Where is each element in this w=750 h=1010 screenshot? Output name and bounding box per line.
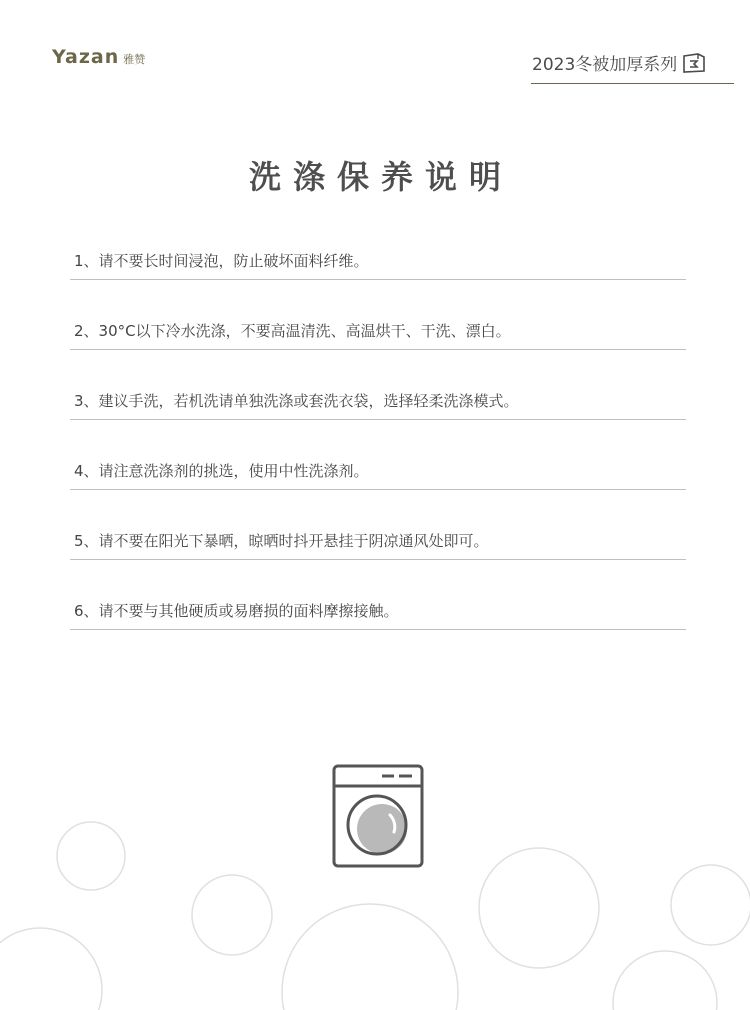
care-item: 3、建议手洗，若机洗请单独洗涤或套洗衣袋，选择轻柔洗涤模式。 bbox=[70, 350, 686, 420]
brand-logo bbox=[52, 46, 145, 68]
bubble-outline bbox=[192, 875, 272, 955]
care-item: 5、请不要在阳光下暴晒，晾晒时抖开悬挂于阴凉通风处即可。 bbox=[70, 490, 686, 560]
box-logo-icon bbox=[681, 51, 707, 75]
care-list bbox=[70, 236, 686, 630]
page-title: 洗涤保养说明 bbox=[248, 158, 513, 196]
brand-logo-latin: Yazan bbox=[52, 46, 120, 68]
bubble-outline bbox=[282, 904, 458, 1010]
brand-logo-cn: 雅赞 bbox=[123, 53, 146, 66]
bubble-outline bbox=[0, 928, 102, 1010]
care-item: 2、30°C以下冷水洗涤，不要高温清洗、高温烘干、干洗、漂白。 bbox=[70, 280, 686, 350]
bubble-outline bbox=[613, 951, 717, 1010]
care-item: 6、请不要与其他硬质或易磨损的面料摩擦接触。 bbox=[70, 560, 686, 630]
series-label bbox=[531, 42, 734, 84]
bubble-outline bbox=[479, 848, 599, 968]
care-item: 1、请不要长时间浸泡，防止破坏面料纤维。 bbox=[70, 236, 686, 280]
bubble-outline bbox=[57, 822, 125, 890]
washing-machine-icon bbox=[332, 764, 424, 868]
series-label-text: 2023冬被加厚系列 bbox=[532, 55, 678, 75]
bubble-outline bbox=[671, 865, 750, 945]
care-item: 4、请注意洗涤剂的挑选，使用中性洗涤剂。 bbox=[70, 420, 686, 490]
